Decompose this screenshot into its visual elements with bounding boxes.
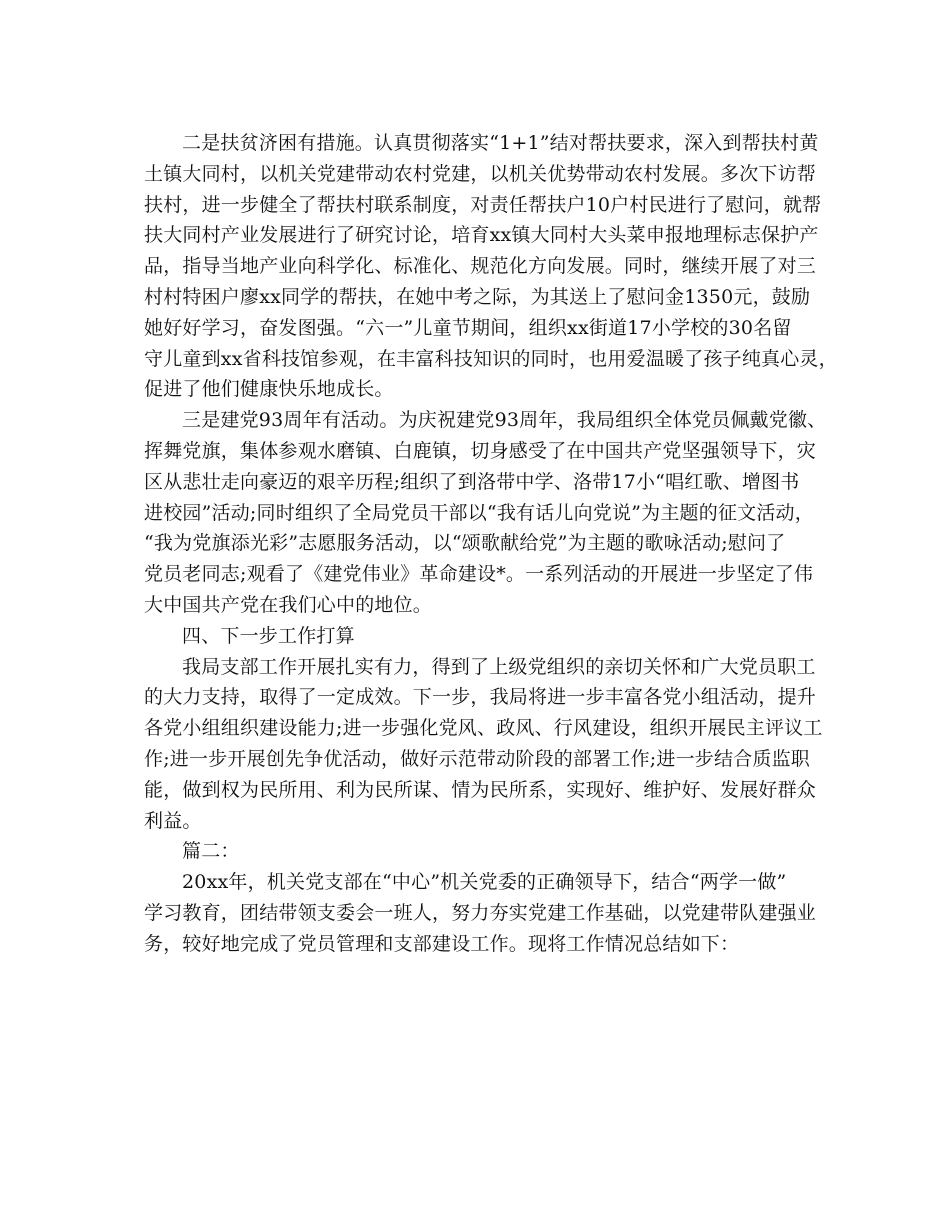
text-line: 扶村，进一步健全了帮扶村联系制度，对责任帮扶户10户村民进行了慰问，就帮 bbox=[144, 193, 822, 216]
text-line: 村村特困户廖xx同学的帮扶，在她中考之际，为其送上了慰问金1350元，鼓励 bbox=[144, 285, 811, 308]
text-line: 大中国共产党在我们心中的地位。 bbox=[144, 593, 433, 616]
text-line: 20xx年，机关党支部在“中心”机关党委的正确领导下，结合“两学一做” bbox=[182, 871, 787, 894]
text-line: 土镇大同村，以机关党建带动农村党建，以机关优势带动农村发展。多次下访帮 bbox=[144, 162, 817, 185]
text-line: 扶大同村产业发展进行了研究讨论，培育xx镇大同村大头菜申报地理标志保护产 bbox=[144, 224, 819, 247]
text-line: 篇二： bbox=[182, 840, 240, 863]
text-line: 学习教育，团结带领支委会一班人，努力夯实党建工作基础，以党建带队建强业 bbox=[144, 901, 817, 924]
text-line: 挥舞党旗，集体参观水磨镇、白鹿镇，切身感受了在中国共产党坚强领导下，灾 bbox=[144, 439, 817, 462]
text-line: “我为党旗添光彩”志愿服务活动，以“颂歌献给党”为主题的歌咏活动;慰问了 bbox=[144, 532, 786, 555]
text-line: 守儿童到xx省科技馆参观，在丰富科技知识的同时，也用爱温暖了孩子纯真心灵， bbox=[144, 347, 838, 370]
text-line: 促进了他们健康快乐地成长。 bbox=[144, 378, 394, 401]
text-line: 进校园”活动;同时组织了全局党员干部以“我有话儿向党说”为主题的征文活动， bbox=[144, 501, 814, 524]
text-line: 她好好学习，奋发图强。“六一”儿童节期间，组织xx街道17小学校的30名留 bbox=[144, 316, 792, 339]
body-text bbox=[144, 128, 838, 960]
text-line: 能，做到权为民所用、利为民所谋、情为民所系，实现好、维护好、发展好群众 bbox=[144, 778, 817, 801]
text-line: 二是扶贫济困有措施。认真贯彻落实“1+1”结对帮扶要求，深入到帮扶村黄 bbox=[182, 132, 819, 154]
text-line: 利益。 bbox=[144, 809, 202, 832]
text-line: 四、下一步工作打算 bbox=[182, 624, 355, 647]
text-line: 作;进一步开展创先争优活动，做好示范带动阶段的部署工作;进一步结合质监职 bbox=[144, 747, 811, 770]
text-line: 各党小组组织建设能力;进一步强化党风、政风、行风建设，组织开展民主评议工 bbox=[144, 717, 823, 740]
text-line: 我局支部工作开展扎实有力，得到了上级党组织的亲切关怀和广大党员职工 bbox=[182, 655, 816, 678]
text-line: 的大力支持，取得了一定成效。下一步，我局将进一步丰富各党小组活动，提升 bbox=[144, 686, 817, 709]
text-line: 三是建党93周年有活动。为庆祝建党93周年，我局组织全体党员佩戴党徽、 bbox=[182, 409, 827, 432]
text-line: 区从悲壮走向豪迈的艰辛历程;组织了到洛带中学、洛带17小“唱红歌、增图书 bbox=[144, 470, 800, 493]
text-line: 务，较好地完成了党员管理和支部建设工作。现将工作情况总结如下： bbox=[144, 932, 740, 955]
text-line: 党员老同志;观看了《建党伟业》革命建设*。一系列活动的开展进一步坚定了伟 bbox=[144, 563, 814, 586]
text-line: 品，指导当地产业向科学化、标准化、规范化方向发展。同时，继续开展了对三 bbox=[144, 255, 817, 278]
